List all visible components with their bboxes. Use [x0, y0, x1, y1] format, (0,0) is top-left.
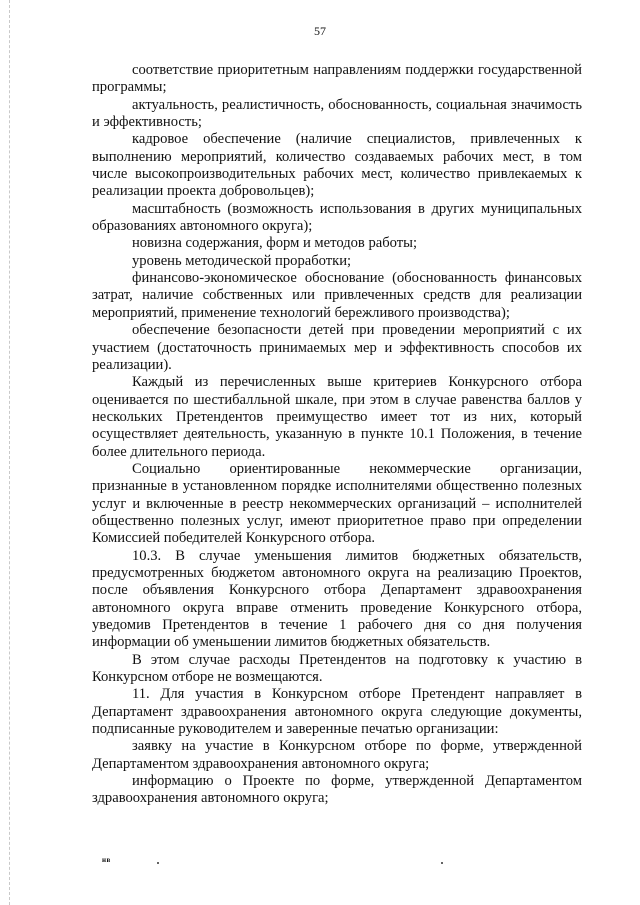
scan-dot	[441, 862, 443, 864]
paragraph-scoring: Каждый из перечисленных выше критериев Конкурсного отбора оценивается по шестибалльной шкале, при этом в случае равенства баллов у нескольких Претендентов преимущество имеет тот из них, который осуществляет деятельность, указанную в пункте 10.1 Положения, в течение более длительного периода.	[92, 374, 582, 460]
body-text	[92, 62, 582, 808]
paragraph-criterion-staffing: кадровое обеспечение (наличие специалистов, привлеченных к выполнению мероприятий, количество создаваемых рабочих мест, в том числе высокопроизводительных рабочих мест, количество привлекаемых к реализации проекта добровольцев);	[92, 131, 582, 200]
paragraph-criterion-priority: соответствие приоритетным направлениям поддержки государственной программы;	[92, 62, 582, 96]
paragraph-10-3: 10.3. В случае уменьшения лимитов бюджетных обязательств, предусмотренных бюджетом автономного округа на реализацию Проектов, после объявления Конкурсного отбора Департамент здравоохранения автономного округа вправе отменить проведение Конкурсного отбора, уведомив Претендентов в течение 1 рабочего дня со дня получения информации об уменьшении лимитов бюджетных обязательств.	[92, 547, 582, 651]
paragraph-criterion-novelty: новизна содержания, форм и методов работы;	[132, 235, 417, 252]
paragraph-criterion-methodology: уровень методической проработки;	[132, 252, 352, 269]
paragraph-priority-right: Социально ориентированные некоммерческие организации, признанные в установленном порядке исполнителями общественно полезных услуг и включенные в реестр некоммерческих организаций – исполнителей общественно полезных услуг, имеют приоритетное право при определении Комиссией победителей Конкурсного отбора.	[92, 460, 582, 547]
page-number: 57	[314, 24, 326, 38]
paragraph-project-info: информацию о Проекте по форме, утвержденной Департаментом здравоохранения автономного округа;	[92, 773, 582, 807]
binding-edge	[9, 0, 10, 905]
footer-mark: нв	[102, 856, 111, 864]
paragraph-11: 11. Для участия в Конкурсном отборе Претендент направляет в Департамент здравоохранения автономного округа следующие документы, подписанные руководителем и заверенные печатью организации:	[92, 686, 582, 738]
paragraph-expenses: В этом случае расходы Претендентов на подготовку к участию в Конкурсном отборе не возмещаются.	[92, 651, 582, 686]
paragraph-application: заявку на участие в Конкурсном отборе по форме, утвержденной Департаментом здравоохранения автономного округа;	[92, 738, 582, 772]
paragraph-criterion-relevance: актуальность, реалистичность, обоснованность, социальная значимость и эффективность;	[92, 96, 582, 131]
paragraph-criterion-safety: обеспечение безопасности детей при проведении мероприятий с их участием (достаточность принимаемых мер и эффективность способов их реализации).	[92, 322, 582, 373]
paragraph-criterion-financial: финансово-экономическое обоснование (обоснованность финансовых затрат, наличие собственных или привлеченных средств для реализации мероприятий, применение технологий бережливого производства);	[92, 270, 582, 321]
paragraph-criterion-scale: масштабность (возможность использования в других муниципальных образованиях автономного округа);	[92, 200, 582, 235]
scan-dot	[157, 862, 159, 864]
